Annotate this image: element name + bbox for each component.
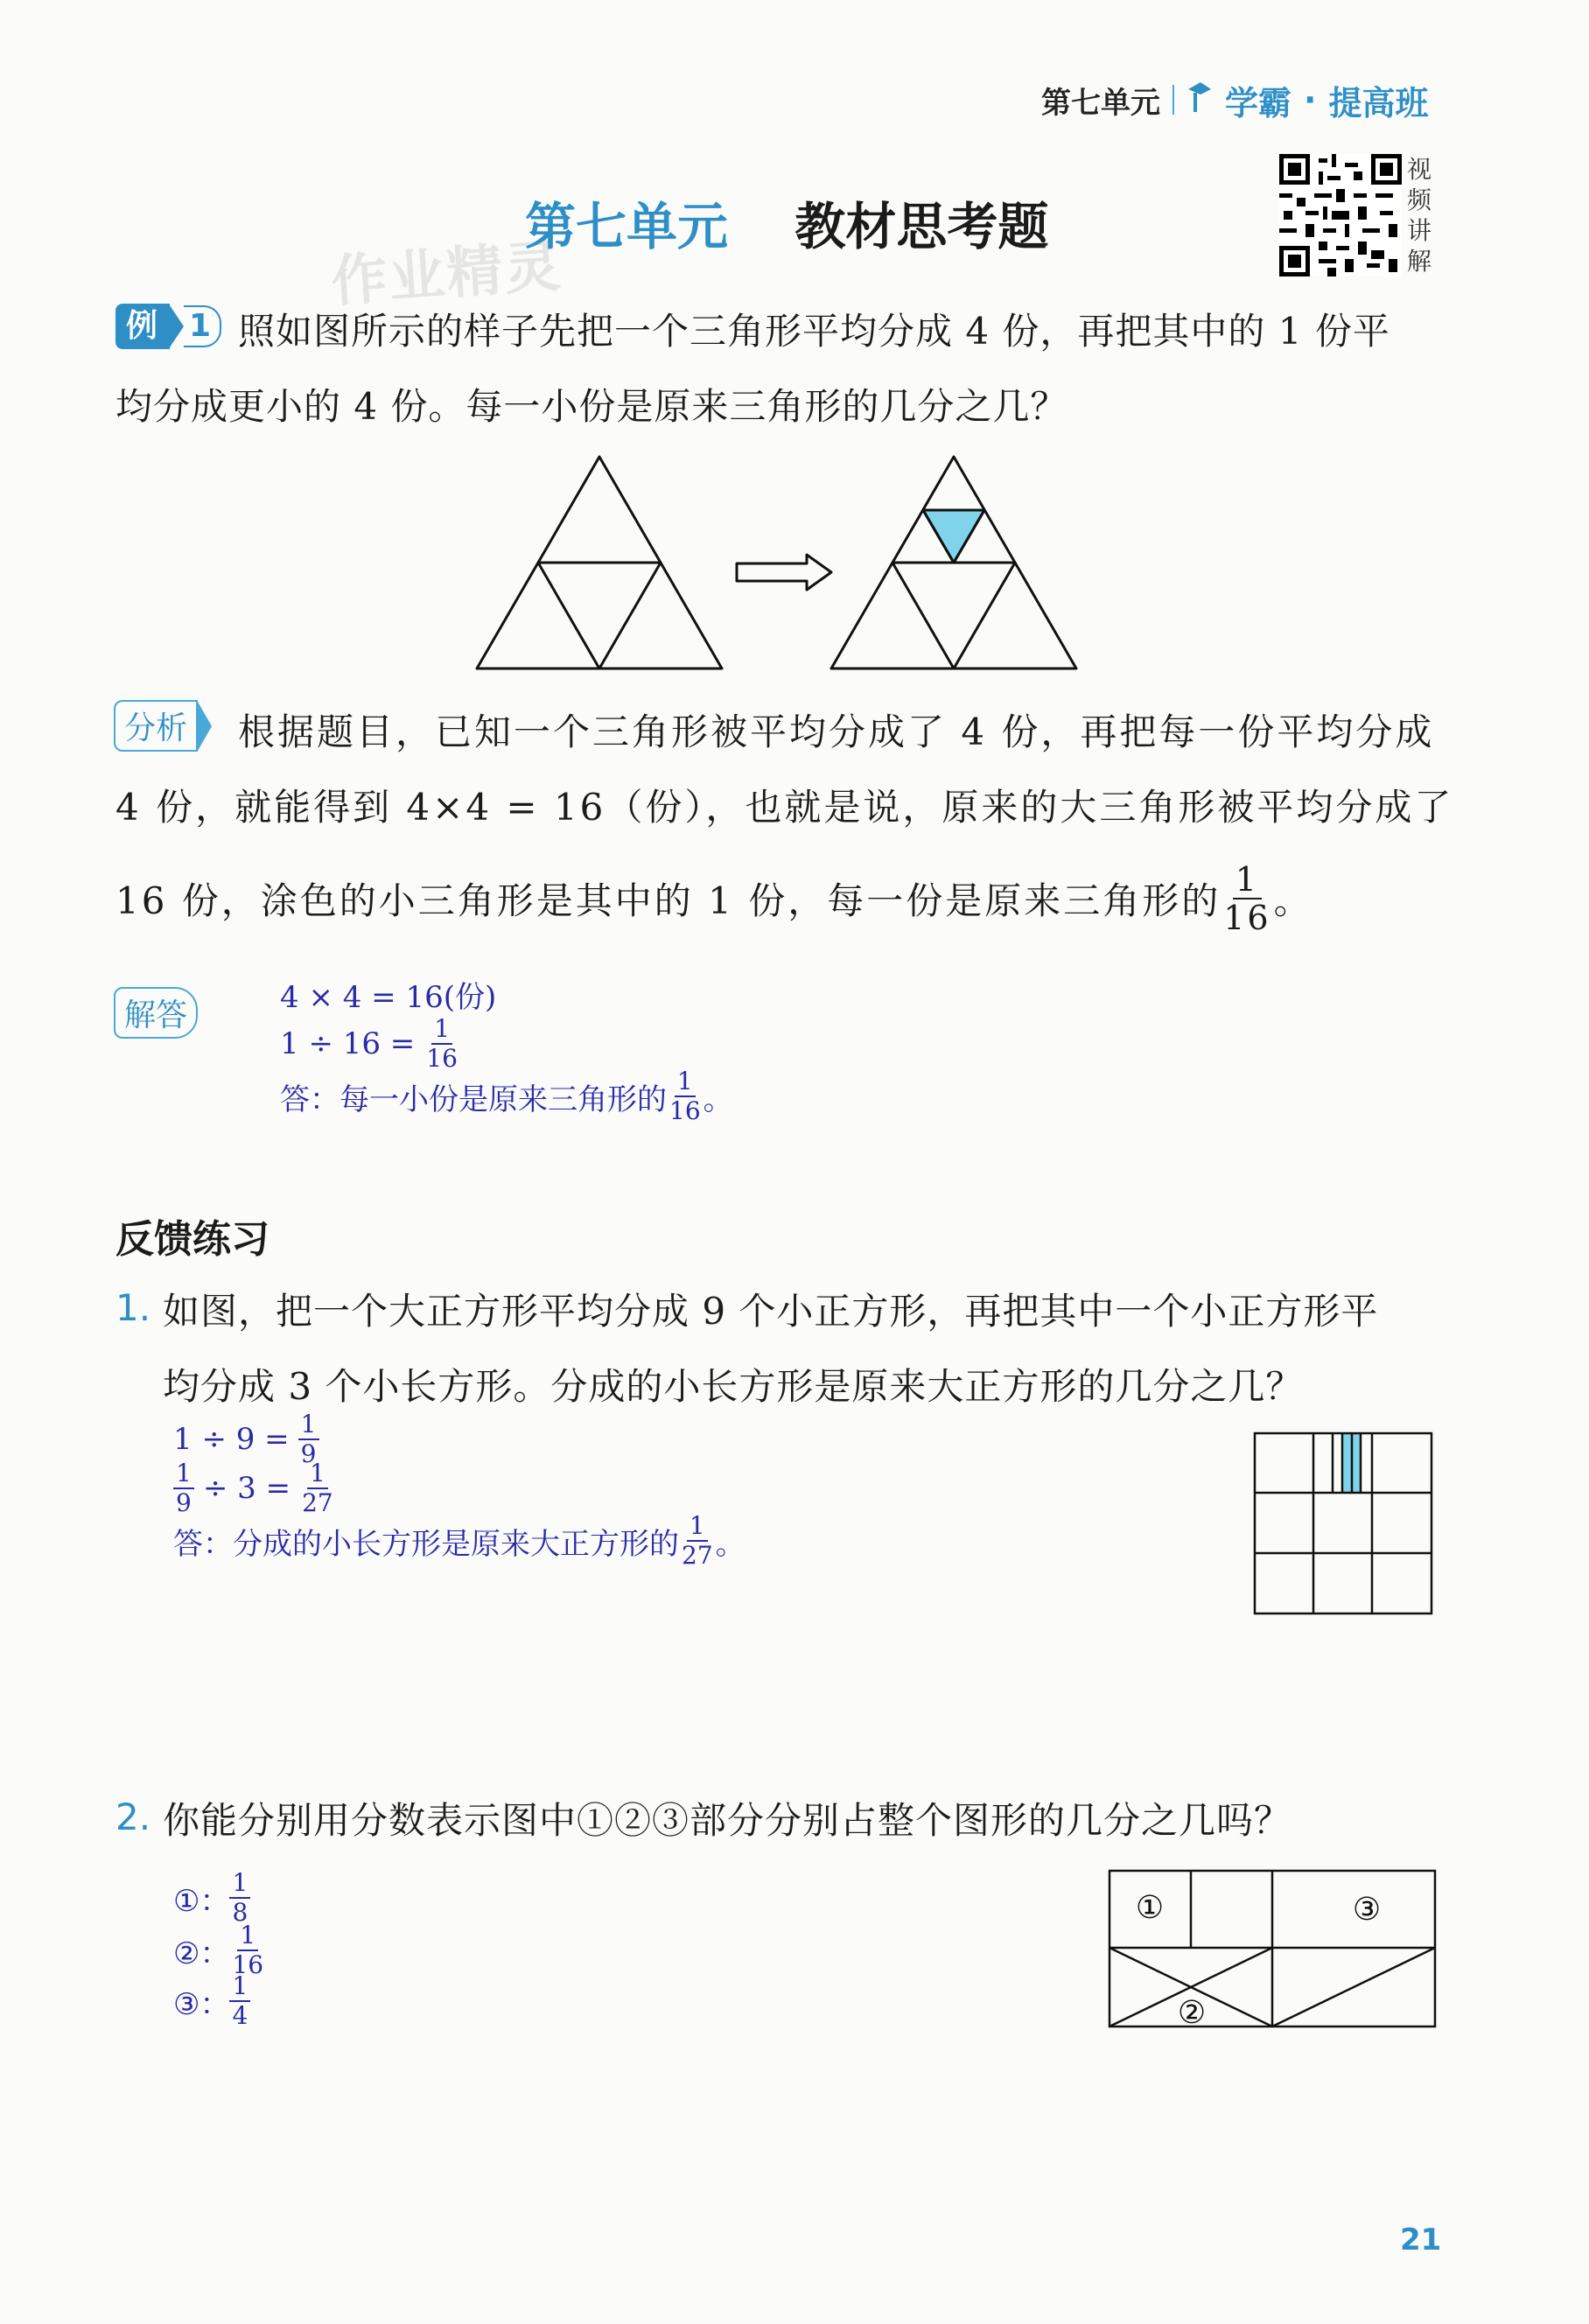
- q1-answer-line-3: [173, 1511, 746, 1570]
- q2-answer-2: [173, 1923, 266, 1978]
- title-unit: 第七单元: [525, 197, 729, 256]
- fraction-denominator: 16: [1223, 899, 1271, 937]
- q2-answer-1: [173, 1868, 250, 1927]
- fraction-numerator: 1: [675, 1069, 696, 1097]
- q1-answer-1-text: 1 ÷ 9 =: [173, 1422, 290, 1457]
- header-divider: [1172, 85, 1174, 115]
- q2-answer-3-fraction: [229, 1971, 250, 2030]
- q2-answer-3: [173, 1971, 250, 2030]
- q1-answer-line-1: [173, 1412, 319, 1466]
- analysis-line-1: 根据题目，已知一个三角形被平均分成了 4 份，再把每一份平均分成: [238, 710, 1435, 753]
- q1-answer-3-end: 。: [715, 1526, 746, 1562]
- analysis-line-2: 4 份，就能得到 4×4 = 16（份），也就是说，原来的大三角形被平均分成了: [116, 786, 1454, 829]
- q2-answer-1-fraction: [229, 1868, 250, 1927]
- q1-answer-2-right-fraction: [299, 1461, 336, 1516]
- qr-caption-char: 频: [1407, 186, 1432, 214]
- solution-answer-fraction: [667, 1069, 704, 1124]
- watermark: 作业精灵: [329, 234, 564, 316]
- qr-caption-char: 讲: [1407, 216, 1432, 245]
- whole-triangle: [477, 457, 722, 668]
- grad-cap-icon: [1186, 80, 1213, 119]
- fraction-numerator: 1: [298, 1412, 319, 1440]
- fraction-numerator: 1: [237, 1923, 258, 1951]
- q1-answer-3-text: 答：分成的小长方形是原来大正方形的: [173, 1526, 679, 1562]
- fraction-numerator: 1: [229, 1974, 250, 2002]
- analysis-line-3-text: 16 份，涂色的小三角形是其中的 1 份，每一份是原来三角形的: [116, 879, 1222, 922]
- square-grid-figure: [1253, 1432, 1433, 1615]
- q2-answer-2-label: ②：: [173, 1936, 230, 1971]
- fraction-numerator: 1: [1233, 863, 1262, 900]
- example-line-2: 均分成更小的 4 份。每一小份是原来三角形的几分之几？: [116, 385, 1068, 428]
- example-badge-word: 例: [116, 304, 170, 349]
- qr-code-icon[interactable]: [1279, 154, 1402, 276]
- solution-answer-text: 答：每一小份是原来三角形的: [280, 1082, 667, 1117]
- fraction-denominator: 4: [232, 2001, 248, 2030]
- fraction-denominator: 16: [426, 1044, 458, 1073]
- fraction-denominator: 9: [176, 1488, 192, 1517]
- q2-answer-2-fraction: [229, 1923, 266, 1978]
- q1-answer-2-text: ÷ 3 =: [202, 1471, 291, 1506]
- fraction-denominator: 16: [232, 1950, 264, 1979]
- triangle-figure: [464, 452, 1085, 679]
- fraction-numerator: 1: [307, 1461, 328, 1489]
- fraction-denominator: 9: [300, 1439, 317, 1468]
- q1-answer-3-fraction: [679, 1511, 716, 1570]
- solution-line-3: [280, 1069, 733, 1124]
- header-dot: ·: [1304, 80, 1317, 119]
- solution-line-2-text: 1 ÷ 16 =: [280, 1026, 416, 1061]
- fraction-denominator: 16: [669, 1096, 701, 1125]
- qr-caption: [1407, 154, 1433, 276]
- fraction-numerator: 1: [431, 1017, 452, 1045]
- solution-line-1: 4 × 4 = 16(份): [280, 980, 497, 1015]
- header-brand: 学霸: [1225, 83, 1292, 122]
- q2-answer-3-label: ③：: [173, 1986, 230, 2022]
- question-1-line-2: 均分成 3 个小长方形。分成的小长方形是原来大正方形的几分之几？: [163, 1365, 1304, 1408]
- qr-caption-char: 视: [1407, 155, 1432, 184]
- region-2-label: ②: [1177, 1995, 1207, 2030]
- region-1-label: ①: [1135, 1890, 1165, 1926]
- qr-caption-char: 解: [1407, 247, 1432, 276]
- example-badge: [116, 303, 221, 350]
- example-badge-number: 1: [184, 305, 221, 347]
- analysis-fraction: [1221, 860, 1273, 937]
- fraction-numerator: 1: [173, 1461, 194, 1489]
- solution-answer-end: 。: [703, 1082, 733, 1117]
- running-header: [1041, 75, 1428, 124]
- fraction-numerator: 1: [229, 1871, 250, 1899]
- solution-fraction: [424, 1014, 460, 1073]
- fraction-denominator: 8: [232, 1898, 248, 1927]
- q1-answer-2-left-fraction: [173, 1461, 194, 1516]
- arrow-right-icon: [737, 555, 831, 590]
- solution-line-2: [280, 1014, 460, 1073]
- title-topic: 教材思考题: [794, 197, 1049, 256]
- question-2-number: 2.: [116, 1796, 151, 1838]
- fraction-denominator: 27: [302, 1488, 333, 1517]
- analysis-tag: [114, 700, 212, 752]
- solution-tag-label: 解答: [114, 987, 198, 1039]
- q2-answer-1-label: ①：: [173, 1883, 230, 1919]
- question-1-line-1: 如图，把一个大正方形平均分成 9 个小正方形，再把其中一个小正方形平: [163, 1290, 1379, 1333]
- q1-answer-line-2: [173, 1461, 336, 1516]
- example-line-1: 照如图所示的样子先把一个三角形平均分成 4 份，再把其中的 1 份平: [238, 310, 1390, 353]
- fraction-denominator: 27: [682, 1541, 713, 1570]
- analysis-line-3: [116, 860, 1313, 937]
- analysis-end: 。: [1273, 879, 1313, 922]
- divided-rectangle-figure: [1108, 1869, 1437, 2030]
- page-number: 21: [1400, 2222, 1442, 2258]
- practice-heading: 反馈练习: [116, 1217, 270, 1262]
- fraction-numerator: 1: [687, 1514, 708, 1542]
- question-2-text: 你能分别用分数表示图中①②③部分分别占整个图形的几分之几吗？: [163, 1799, 1292, 1842]
- analysis-tag-label: 分析: [114, 700, 198, 752]
- header-series: 提高班: [1328, 83, 1429, 122]
- region-3-label: ③: [1352, 1892, 1382, 1928]
- question-1-number: 1.: [116, 1286, 151, 1329]
- header-unit: 第七单元: [1041, 85, 1160, 121]
- solution-tag: [114, 987, 198, 1039]
- subdivided-triangle: [831, 457, 1076, 668]
- page-title: [525, 186, 1048, 259]
